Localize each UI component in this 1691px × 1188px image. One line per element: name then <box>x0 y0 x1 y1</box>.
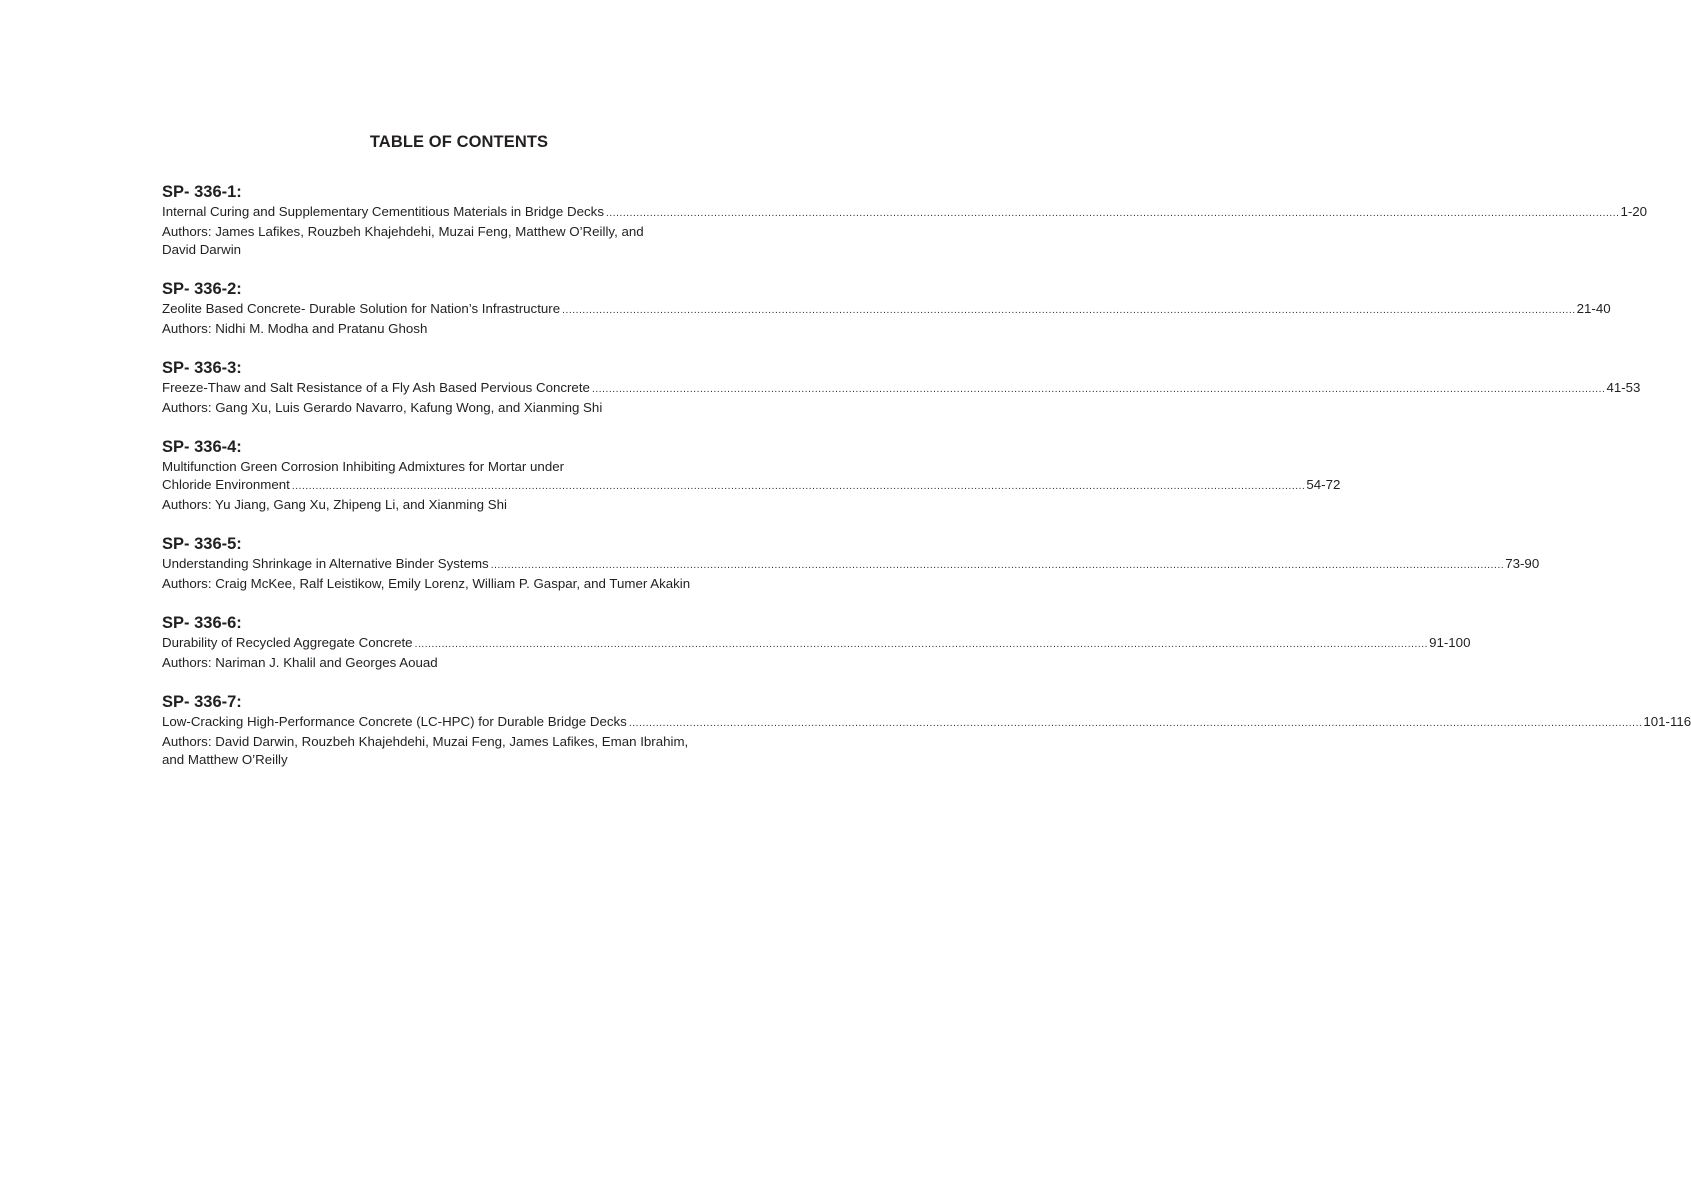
authors-line: Authors: Gang Xu, Luis Gerardo Navarro, Kafung Wong, and Xianming Shi <box>162 400 603 415</box>
entry-pages: 73-90 <box>1505 556 1540 571</box>
dot-leader: ............................................................................................................................................................................................................................................................................................................ <box>414 639 1429 650</box>
table-of-contents <box>162 181 1691 788</box>
toc-entry <box>162 612 1471 672</box>
entry-title-row <box>162 555 1540 575</box>
entry-title-row <box>162 300 1611 320</box>
entry-pages: 54-72 <box>1306 477 1341 492</box>
authors-line: Authors: Nariman J. Khalil and Georges Aouad <box>162 655 438 670</box>
authors-line: David Darwin <box>162 242 242 257</box>
dot-leader: ............................................................................................................................................................................................................................................................................................................ <box>291 481 1306 492</box>
dot-leader: ............................................................................................................................................................................................................................................................................................................ <box>490 560 1505 571</box>
authors-line: Authors: James Lafikes, Rouzbeh Khajehdehi, Muzai Feng, Matthew O’Reilly, and <box>162 224 644 239</box>
dot-leader: ............................................................................................................................................................................................................................................................................................................ <box>628 718 1643 729</box>
entry-title: Freeze-Thaw and Salt Resistance of a Fly Ash Based Pervious Concrete <box>162 380 590 395</box>
entry-title-row <box>162 379 1641 399</box>
entry-authors <box>162 320 753 338</box>
page-title: TABLE OF CONTENTS <box>369 133 549 151</box>
entry-id: SP- 336-5: <box>162 535 242 553</box>
entry-pages: 1-20 <box>1620 204 1648 219</box>
entry-title-row <box>162 203 1648 223</box>
dot-leader: ............................................................................................................................................................................................................................................................................................................ <box>605 208 1620 219</box>
entry-title: Durability of Recycled Aggregate Concrete <box>162 635 413 650</box>
entry-pages: 91-100 <box>1429 635 1471 650</box>
entry-id: SP- 336-1: <box>162 183 242 201</box>
toc-entry <box>162 181 1648 259</box>
authors-line: Authors: Nidhi M. Modha and Pratanu Ghosh <box>162 321 428 336</box>
entry-pages: 101-116 <box>1643 714 1691 729</box>
entry-title: Internal Curing and Supplementary Cementitious Materials in Bridge Decks <box>162 204 604 219</box>
entry-id: SP- 336-4: <box>162 438 242 456</box>
authors-line: Authors: Yu Jiang, Gang Xu, Zhipeng Li, and Xianming Shi <box>162 497 507 512</box>
entry-pages: 41-53 <box>1606 380 1641 395</box>
entry-title: Low-Cracking High-Performance Concrete (LC-HPC) for Durable Bridge Decks <box>162 714 627 729</box>
toc-entry <box>162 278 1611 338</box>
entry-id: SP- 336-7: <box>162 693 242 711</box>
dot-leader: ............................................................................................................................................................................................................................................................................................................ <box>591 384 1606 395</box>
entry-id: SP- 336-2: <box>162 280 242 298</box>
entry-id: SP- 336-6: <box>162 614 242 632</box>
entry-authors <box>162 223 753 259</box>
dot-leader: ............................................................................................................................................................................................................................................................................................................ <box>562 305 1576 316</box>
entry-title: Zeolite Based Concrete- Durable Solution for Nation’s Infrastructure <box>162 301 561 316</box>
toc-entry <box>162 691 1691 769</box>
entry-title-row <box>162 713 1691 733</box>
entry-authors <box>162 496 753 514</box>
entry-title-row <box>162 634 1471 654</box>
authors-line: Authors: David Darwin, Rouzbeh Khajehdehi, Muzai Feng, James Lafikes, Eman Ibrahim, <box>162 734 689 749</box>
entry-title-line: Multifunction Green Corrosion Inhibiting Admixtures for Mortar under <box>162 459 565 474</box>
authors-line: Authors: Craig McKee, Ralf Leistikow, Emily Lorenz, William P. Gaspar, and Tumer Akakin <box>162 576 691 591</box>
entry-pages: 21-40 <box>1576 301 1611 316</box>
entry-authors <box>162 654 753 672</box>
entry-title: Chloride Environment <box>162 477 290 492</box>
entry-authors <box>162 575 753 593</box>
entry-id: SP- 336-3: <box>162 359 242 377</box>
authors-line: and Matthew O’Reilly <box>162 752 288 767</box>
entry-title-row <box>162 476 1341 496</box>
toc-entry <box>162 357 1641 417</box>
entry-title: Understanding Shrinkage in Alternative Binder Systems <box>162 556 489 571</box>
entry-authors <box>162 733 753 769</box>
entry-authors <box>162 399 753 417</box>
toc-entry <box>162 533 1540 593</box>
toc-entry <box>162 436 1341 514</box>
